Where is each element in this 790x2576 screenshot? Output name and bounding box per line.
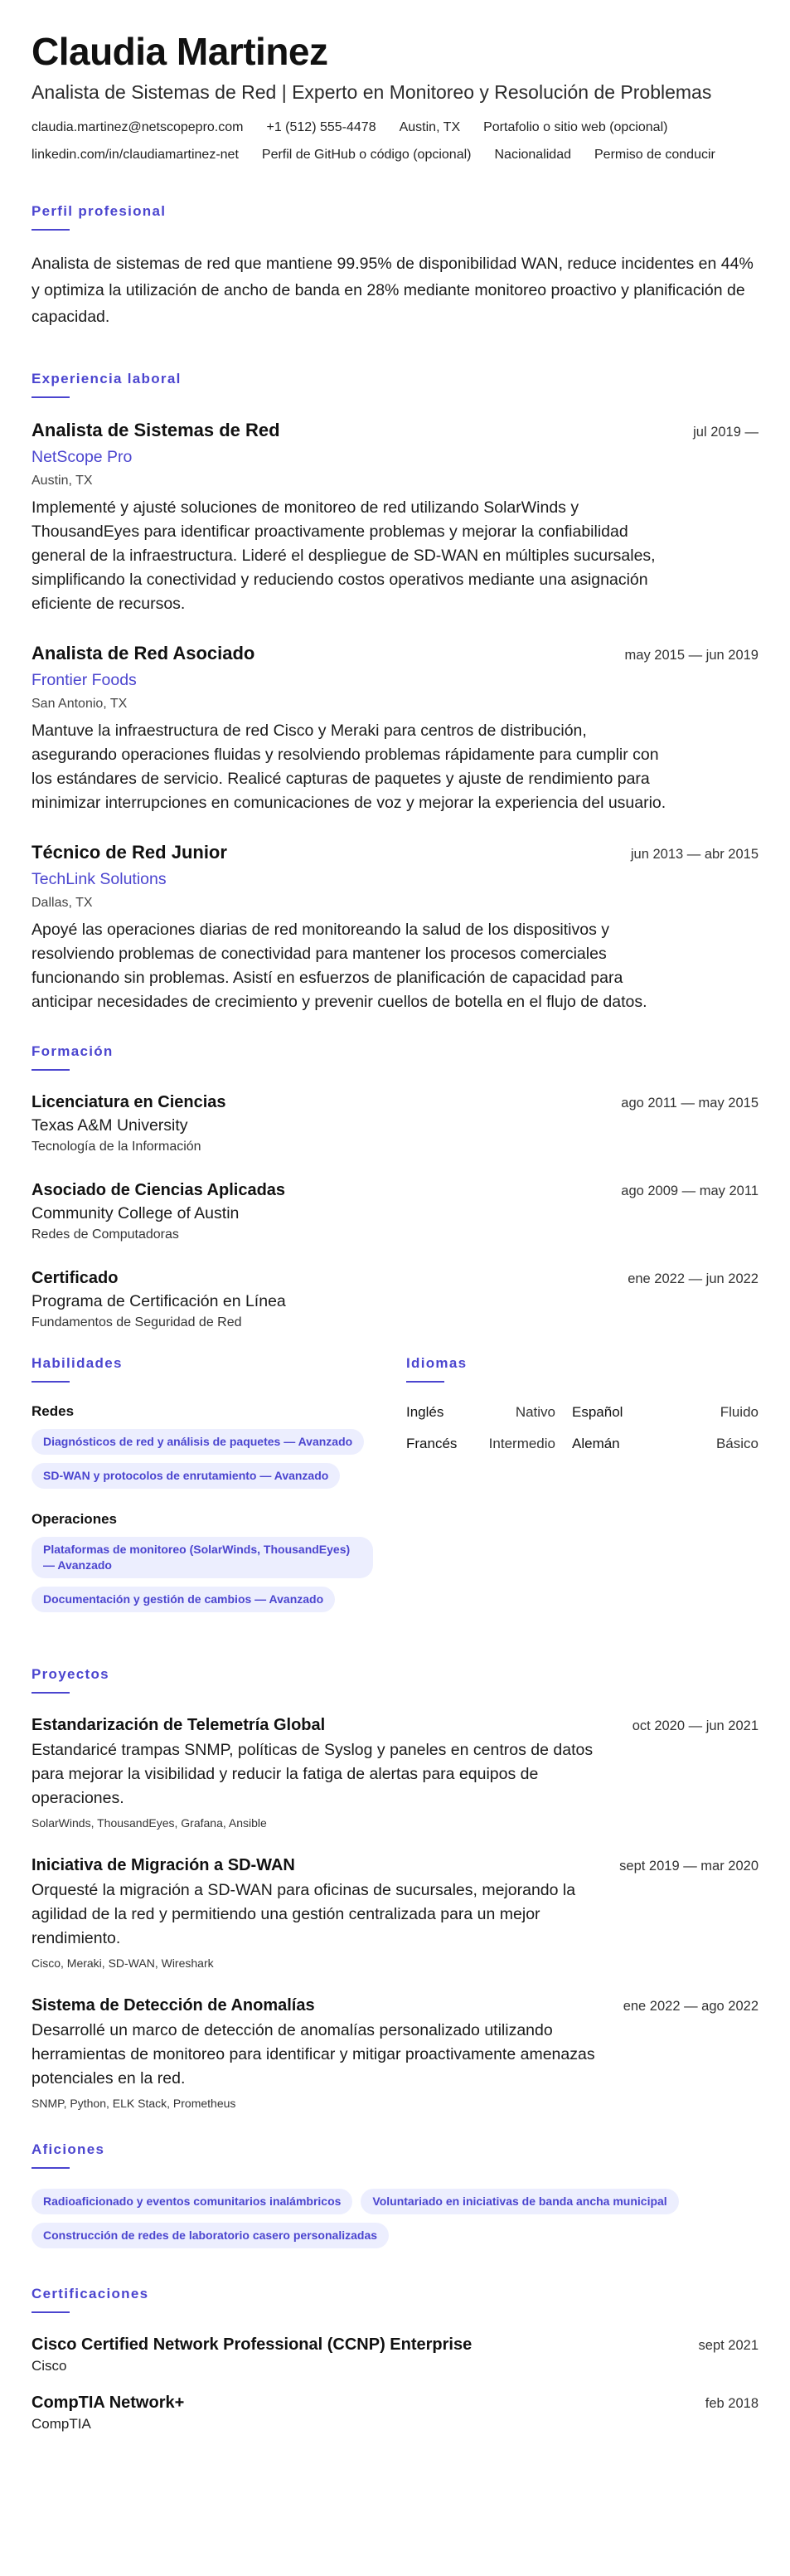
project-description: Orquesté la migración a SD-WAN para oficinas de sucursales, mejorando la agilidad de la red y permitiendo una gestión centralizada para un mejor rendimiento. <box>32 1881 576 1947</box>
section-divider <box>32 229 70 231</box>
contact-github[interactable]: Perfil de GitHub o código (opcional) <box>261 148 472 162</box>
language-level: Fluido <box>720 1404 758 1420</box>
job-company: Frontier Foods <box>32 671 137 689</box>
contact-list <box>32 119 761 163</box>
job-entry <box>32 840 758 1014</box>
section-title: Experiencia laboral <box>32 371 182 386</box>
language-item <box>406 1434 555 1454</box>
section-title: Perfil profesional <box>32 203 167 219</box>
contact-nationality: Nacionalidad <box>494 148 571 162</box>
certification-issuer: CompTIA <box>32 2416 91 2432</box>
language-level: Intermedio <box>488 1436 555 1451</box>
education-degree: Asociado de Ciencias Aplicadas <box>32 1181 286 1199</box>
skill-group <box>32 1402 406 1497</box>
project-title: Estandarización de Telemetría Global <box>32 1716 326 1734</box>
contact-linkedin[interactable]: linkedin.com/in/claudiamartinez-net <box>32 148 239 162</box>
certification-entry <box>32 2333 758 2376</box>
education-dates: ene 2022 — jun 2022 <box>628 1271 758 1286</box>
education-school: Programa de Certificación en Línea <box>32 1292 286 1310</box>
skills-section <box>32 1354 406 1634</box>
job-location: Dallas, TX <box>32 896 93 910</box>
language-item <box>572 1402 758 1422</box>
language-name: Español <box>572 1404 623 1420</box>
education-dates: ago 2009 — may 2011 <box>621 1184 758 1198</box>
section-divider <box>32 2311 70 2313</box>
certification-entry <box>32 2391 758 2434</box>
certification-date: feb 2018 <box>705 2396 758 2411</box>
candidate-name: Claudia Martinez <box>32 30 328 73</box>
job-entry <box>32 641 758 815</box>
contact-location: Austin, TX <box>399 120 461 134</box>
education-school: Texas A&M University <box>32 1116 188 1135</box>
language-level: Básico <box>715 1436 758 1451</box>
hobby-chip: Construcción de redes de laboratorio casero personalizadas <box>32 2223 389 2248</box>
education-entry <box>32 1091 758 1157</box>
project-tech: Cisco, Meraki, SD-WAN, Wireshark <box>32 1956 214 1970</box>
skill-group-title: Redes <box>32 1403 75 1419</box>
job-location: Austin, TX <box>32 474 93 488</box>
certification-name: CompTIA Network+ <box>32 2394 185 2412</box>
project-dates: ene 2022 — ago 2022 <box>623 1999 758 2014</box>
job-title: Analista de Sistemas de Red <box>32 420 280 440</box>
education-entry <box>32 1266 758 1333</box>
job-title: Técnico de Red Junior <box>32 842 227 863</box>
skill-chip: Documentación y gestión de cambios — Avanzado <box>32 1587 335 1612</box>
hobby-chip: Voluntariado en iniciativas de banda ancha municipal <box>361 2189 678 2214</box>
certification-name: Cisco Certified Network Professional (CCNP) Enterprise <box>32 2335 473 2354</box>
job-description: Apoyé las operaciones diarias de red monitoreando la salud de los dispositivos y resolviendo problemas de conectividad para mantener los procesos comerciales funcionando sin problemas. Asistí en esfuerzos de planificación de capacidad para anticipar necesidades de crecimiento y prevenir cuellos de botella en el flujo de datos. <box>32 921 647 1011</box>
job-dates: jul 2019 — <box>693 425 758 440</box>
project-entry <box>32 1854 758 1972</box>
language-name: Alemán <box>572 1436 620 1451</box>
section-title: Aficiones <box>32 2141 105 2157</box>
language-name: Inglés <box>406 1404 444 1420</box>
job-title: Analista de Red Asociado <box>32 643 255 663</box>
hobbies-section <box>32 2141 758 2257</box>
job-description: Mantuve la infraestructura de red Cisco y Meraki para centros de distribución, asegurando operaciones fluidas y resolviendo problemas rápidamente para cumplir con los estándares de servicio. Realicé capturas de paquetes y ajuste de rendimiento para minimizar interrupciones en comunicaciones de voz y mejorar la experiencia del usuario. <box>32 722 666 812</box>
job-company: NetScope Pro <box>32 448 133 466</box>
skill-chip: SD-WAN y protocolos de enrutamiento — Avanzado <box>32 1463 340 1489</box>
project-description: Desarrollé un marco de detección de anomalías personalizado utilizando herramientas de monitoreo para identificar y mitigar proactivamente amenazas potenciales en la red. <box>32 2021 595 2088</box>
education-degree: Licenciatura en Ciencias <box>32 1093 226 1111</box>
language-name: Francés <box>406 1436 458 1451</box>
education-field: Fundamentos de Seguridad de Red <box>32 1315 242 1329</box>
section-title: Idiomas <box>406 1355 468 1371</box>
languages-section <box>406 1354 758 1634</box>
project-description: Estandaricé trampas SNMP, políticas de Syslog y paneles en centros de datos para mejorar la visibilidad y reducir la fatiga de alertas para equipos de operaciones. <box>32 1741 594 1807</box>
education-degree: Certificado <box>32 1269 119 1287</box>
education-entry <box>32 1179 758 1245</box>
education-section <box>32 1043 758 1333</box>
education-field: Redes de Computadoras <box>32 1227 179 1242</box>
language-item <box>406 1402 555 1422</box>
certification-date: sept 2021 <box>698 2338 758 2353</box>
job-description: Implementé y ajusté soluciones de monitoreo de red utilizando SolarWinds y ThousandEyes para identificar proactivamente problemas y mejorar la confiabilidad general de la infraestructura. Lideré el despliegue de SD-WAN en múltiples sucursales, simplificando la conectividad y reduciendo costos operativos mediante una asignación eficiente de recursos. <box>32 498 656 613</box>
summary-section <box>32 202 758 330</box>
education-school: Community College of Austin <box>32 1204 240 1222</box>
job-dates: jun 2013 — abr 2015 <box>630 847 758 862</box>
section-divider <box>32 396 70 398</box>
projects-section <box>32 1665 758 2112</box>
project-entry <box>32 1713 758 1832</box>
job-entry <box>32 418 758 616</box>
section-divider <box>32 1692 70 1694</box>
resume-header <box>32 28 758 163</box>
project-dates: oct 2020 — jun 2021 <box>632 1718 758 1733</box>
job-location: San Antonio, TX <box>32 697 128 711</box>
project-tech: SolarWinds, ThousandEyes, Grafana, Ansible <box>32 1816 267 1830</box>
job-dates: may 2015 — jun 2019 <box>624 648 758 663</box>
education-field: Tecnología de la Información <box>32 1140 201 1154</box>
job-company: TechLink Solutions <box>32 870 167 888</box>
skills-languages-row <box>32 1354 758 1634</box>
skill-chip: Plataformas de monitoreo (SolarWinds, ThousandEyes) — Avanzado <box>32 1537 373 1578</box>
experience-section <box>32 370 758 1014</box>
candidate-headline: Analista de Sistemas de Red | Experto en Monitoreo y Resolución de Problemas <box>32 81 712 103</box>
project-dates: sept 2019 — mar 2020 <box>619 1859 758 1874</box>
section-title: Proyectos <box>32 1666 109 1682</box>
contact-driving-license: Permiso de conducir <box>594 148 715 162</box>
section-divider <box>406 1381 444 1383</box>
contact-portfolio[interactable]: Portafolio o sitio web (opcional) <box>483 120 668 134</box>
contact-phone[interactable]: +1 (512) 555-4478 <box>266 120 376 134</box>
language-item <box>572 1434 758 1454</box>
project-entry <box>32 1994 758 2112</box>
skill-group-title: Operaciones <box>32 1511 117 1527</box>
language-list <box>406 1402 758 1454</box>
project-tech: SNMP, Python, ELK Stack, Prometheus <box>32 2097 236 2110</box>
education-dates: ago 2011 — may 2015 <box>621 1096 758 1111</box>
certification-issuer: Cisco <box>32 2358 67 2374</box>
section-divider <box>32 2167 70 2169</box>
certifications-section <box>32 2285 758 2434</box>
summary-text: Analista de sistemas de red que mantiene 99.95% de disponibilidad WAN, reduce incidentes en 44% y optimiza la utilización de ancho de banda en 28% mediante monitoreo proactivo y planificación de capacidad. <box>32 255 754 326</box>
skill-chip: Diagnósticos de red y análisis de paquetes — Avanzado <box>32 1429 364 1455</box>
section-title: Habilidades <box>32 1355 123 1371</box>
section-title: Formación <box>32 1043 114 1059</box>
language-level: Nativo <box>515 1404 555 1420</box>
project-title: Iniciativa de Migración a SD-WAN <box>32 1856 295 1874</box>
hobby-chip: Radioaficionado y eventos comunitarios inalámbricos <box>32 2189 352 2214</box>
section-divider <box>32 1069 70 1071</box>
project-title: Sistema de Detección de Anomalías <box>32 1996 315 2015</box>
section-title: Certificaciones <box>32 2286 149 2301</box>
hobby-list <box>32 2189 758 2257</box>
skill-group <box>32 1510 406 1621</box>
section-divider <box>32 1381 70 1383</box>
contact-email[interactable]: claudia.martinez@netscopepro.com <box>32 120 244 134</box>
